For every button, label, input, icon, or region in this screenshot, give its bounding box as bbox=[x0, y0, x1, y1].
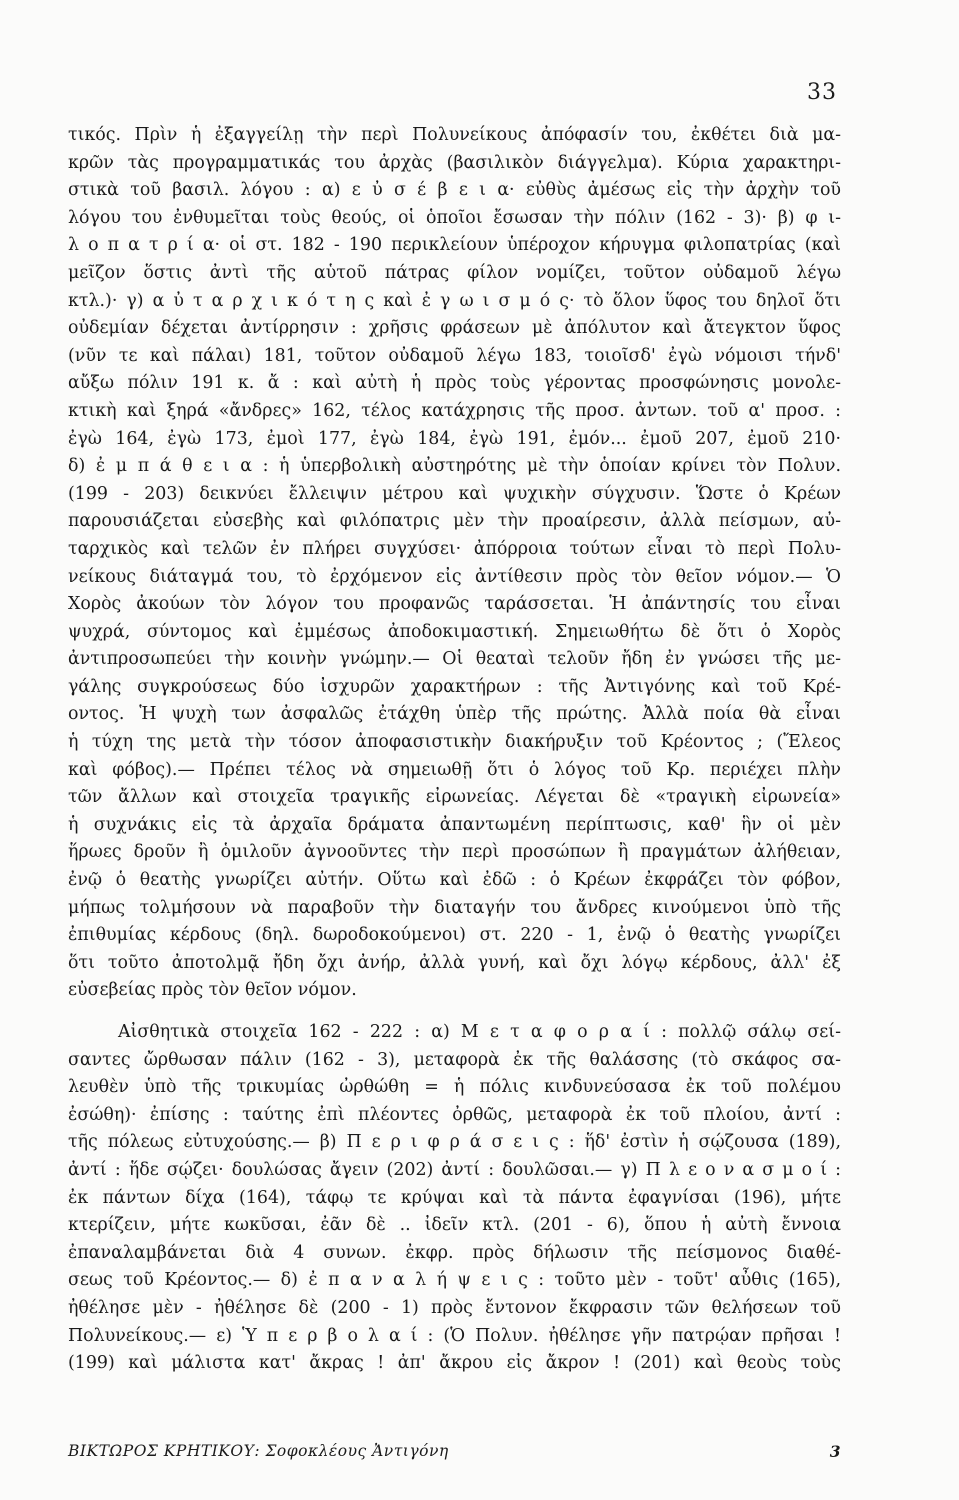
body-text bbox=[68, 122, 841, 1378]
text-line: ἐσώθη)· ἐπίσης : ταύτης ἐπὶ πλέοντες ὀρθῶς, μεταφορὰ ἐκ τοῦ πλοίου, ἀντί : bbox=[68, 1104, 841, 1125]
text-line: νείκους διάταγμά του, τὸ ἐρχόμενον εἰς ἀντίθεσιν πρὸς τὸν θεῖον νόμον.— Ὁ bbox=[68, 566, 841, 587]
text-line: ἐπιθυμίας κέρδους (δηλ. δωροδοκούμενοι) στ. 220 - 1, ἐνῷ ὁ θεατὴς γνωρίζει bbox=[68, 925, 841, 946]
text-line-paragraph-end: εὐσεβείας πρὸς τὸν θεῖον νόμον. bbox=[68, 980, 357, 1001]
text-line: ἐνῷ ὁ θεατὴς γνωρίζει αὐτήν. Οὕτω καὶ ἐδῶ : ὁ Κρέων ἐκφράζει τὸν φόβον, bbox=[68, 870, 841, 891]
text-line: ὅτι τοῦτο ἀποτολμᾷ ἤδη ὄχι ἀνήρ, ἀλλὰ γυνή, καὶ ὄχι λόγῳ κέρδους, ἀλλ' ἐξ bbox=[68, 952, 841, 973]
text-line: λ ο π α τ ρ ί α· οἱ στ. 182 - 190 περικλείουν ὑπέροχον κήρυγμα φιλοπατρίας (καὶ bbox=[68, 235, 841, 256]
text-line: καὶ φόβος).— Πρέπει τέλος νὰ σημειωθῇ ὅτι ὁ λόγος τοῦ Κρ. περιέχει πλὴν bbox=[68, 759, 841, 780]
text-line: αὔξω πόλιν 191 κ. ἄ : καὶ αὐτὴ ἡ πρὸς τοὺς γέροντας προσφώνησις μονολε- bbox=[68, 373, 841, 394]
text-line: σεως τοῦ Κρέοντος.— δ) ἐ π α ν α λ ή ψ ε ι ς : τοῦτο μὲν - τοῦτ' αὖθις (165), bbox=[68, 1270, 841, 1291]
text-line: τῶν ἄλλων καὶ στοιχεῖα τραγικῆς εἰρωνείας. Λέγεται δὲ «τραγικὴ εἰρωνεία» bbox=[68, 787, 841, 808]
text-line: κρῶν τὰς προγραμματικάς του ἀρχὰς (βασιλικὸν διάγγελμα). Κύρια χαρακτηρι- bbox=[68, 152, 841, 173]
text-line: ψυχρά, σύντομος καὶ ἐμμέσως ἀποδοκιμαστική. Σημειωθήτω δὲ ὅτι ὁ Χορὸς bbox=[68, 621, 841, 642]
text-line: ἐγὼ 164, ἐγὼ 173, ἐμοὶ 177, ἐγὼ 184, ἐγὼ 191, ἐμόν... ἐμοῦ 207, ἐμοῦ 210· bbox=[68, 428, 841, 449]
text-line: ἐκ πάντων δίχα (164), τάφῳ τε κρύψαι καὶ τὰ πάντα ἐφαγνίσαι (196), μήτε bbox=[68, 1187, 841, 1208]
text-line: στικὰ τοῦ βασιλ. λόγου : α) ε ὐ σ έ β ε ι α· εὐθὺς ἀμέσως εἰς τὴν ἀρχὴν τοῦ bbox=[68, 180, 841, 201]
page-footer bbox=[68, 1442, 841, 1461]
text-line: δ) ἐ μ π ά θ ε ι α : ἡ ὑπερβολικὴ αὐστηρότης μὲ τὴν ὁποίαν κρίνει τὸν Πολυν. bbox=[68, 456, 841, 477]
text-line: ἠθέλησε μὲν - ἠθέλησε δὲ (200 - 1) πρὸς ἔντονον ἔκφρασιν τῶν θελήσεων τοῦ bbox=[68, 1297, 841, 1318]
text-line: κτερίζειν, μήτε κωκῦσαι, ἐᾶν δὲ .. ἰδεῖν κτλ. (201 - 6), ὅπου ἡ αὐτὴ ἔννοια bbox=[68, 1215, 841, 1236]
text-line: οὐδεμίαν δέχεται ἀντίρρησιν : χρῆσις φράσεων μὲ ἀπόλυτον καὶ ἄτεγκτον ὕφος bbox=[68, 318, 841, 339]
footer-running-title: ΒΙΚΤΩΡΟΣ ΚΡΗΤΙΚΟΥ: Σοφοκλέους Ἀντιγόνη bbox=[68, 1442, 449, 1460]
text-line: παρουσιάζεται εὐσεβὴς καὶ φιλόπατρις μὲν τὴν προαίρεσιν, ἀλλὰ πείσμων, αὐ- bbox=[68, 511, 841, 532]
text-line: ἀντιπροσωπεύει τὴν κοινὴν γνώμην.— Οἱ θεαταὶ τελοῦν ἤδη ἐν γνώσει τῆς με- bbox=[68, 649, 841, 670]
text-line: ἡ τύχη της μετὰ τὴν τόσον ἀποφασιστικὴν διακήρυξιν τοῦ Κρέοντος ; (Ἔλεος bbox=[68, 732, 841, 753]
text-line: γάλης συγκρούσεως δύο ἰσχυρῶν χαρακτήρων : τῆς Ἀντιγόνης καὶ τοῦ Κρέ- bbox=[68, 676, 841, 697]
text-line: ταρχικὸς καὶ τελῶν ἐν πλήρει συγχύσει· ἀπόρροια τούτων εἶναι τὸ περὶ Πολυ- bbox=[68, 538, 841, 559]
footer-title: Σοφοκλέους Ἀντιγόνη bbox=[265, 1442, 449, 1460]
page-number: 33 bbox=[807, 80, 837, 105]
text-line: μεῖζον ὅστις ἀντὶ τῆς αὑτοῦ πάτρας φίλον νομίζει, τοῦτον οὐδαμοῦ λέγω bbox=[68, 262, 841, 283]
text-line: τικός. Πρὶν ἡ ἐξαγγείλῃ τὴν περὶ Πολυνείκους ἀπόφασίν του, ἐκθέτει διὰ μα- bbox=[68, 125, 841, 145]
text-line: μήπως τολμήσουν νὰ παραβοῦν τὴν διαταγήν του ἄνδρες κινούμενοι ὑπὸ τῆς bbox=[68, 897, 841, 918]
text-line: λευθὲν ὑπὸ τῆς τρικυμίας ὠρθώθη = ἡ πόλις κινδυνεύσασα ἐκ τοῦ πολέμου bbox=[68, 1077, 841, 1098]
text-line: ἡ συχνάκις εἰς τὰ ἀρχαῖα δράματα ἀπαντωμένη περίπτωσις, καθ' ἣν οἱ μὲν bbox=[68, 814, 841, 835]
text-line: ἥρωες δροῦν ἢ ὁμιλοῦν ἀγνοοῦντες τὴν περὶ προσώπων ἢ πραγμάτων ἀλήθειαν, bbox=[68, 842, 841, 863]
text-line: (νῦν τε καὶ πάλαι) 181, τοῦτον οὐδαμοῦ λέγω 183, τοιοῖσδ' ἐγὼ νόμοισι τήνδ' bbox=[68, 345, 841, 366]
footer-signature: 3 bbox=[829, 1442, 841, 1461]
section-heading-line: Αἰσθητικὰ στοιχεῖα 162 - 222 : α) Μ ε τ α φ ο ρ α ί : πολλῷ σάλῳ σεί- bbox=[118, 1022, 841, 1042]
text-line: κτλ.)· γ) α ὐ τ α ρ χ ι κ ό τ η ς καὶ ἐ γ ω ι σ μ ό ς· τὸ ὅλον ὕφος του δηλοῖ ὅτι bbox=[68, 290, 841, 311]
text-line: λόγου του ἐνθυμεῖται τοὺς θεούς, οἱ ὁποῖοι ἔσωσαν τὴν πόλιν (162 - 3)· β) φ ι- bbox=[68, 207, 841, 228]
text-line: (199 - 203) δεικνύει ἔλλειψιν μέτρου καὶ ψυχικὴν σύγχυσιν. Ὥστε ὁ Κρέων bbox=[68, 483, 841, 504]
text-line: κτικὴ καὶ ξηρά «ἄνδρες» 162, τέλος κατάχρησις τῆς προσ. ἀντων. τοῦ α' προσ. : bbox=[68, 400, 841, 421]
footer-author: ΒΙΚΤΩΡΟΣ ΚΡΗΤΙΚΟΥ bbox=[68, 1442, 255, 1460]
text-line: Πολυνείκους.— ε) Ὑ π ε ρ β ο λ α ί : (Ὁ Πολυν. ἠθέλησε γῆν πατρῴαν πρῆσαι ! bbox=[68, 1325, 841, 1346]
text-line: σαντες ὤρθωσαν πάλιν (162 - 3), μεταφορὰ ἐκ τῆς θαλάσσης (τὸ σκάφος σα- bbox=[68, 1049, 841, 1070]
text-line: ἐπαναλαμβάνεται διὰ 4 συνων. ἐκφρ. πρὸς δήλωσιν τῆς πείσμονος διαθέ- bbox=[68, 1242, 841, 1263]
text-line: τῆς πόλεως εὐτυχούσης.— β) Π ε ρ ι φ ρ ά σ ε ι ς : ἥδ' ἐστὶν ἡ σῴζουσα (189), bbox=[68, 1132, 841, 1153]
text-line: Χορὸς ἀκούων τὸν λόγον του προφανῶς ταράσσεται. Ἡ ἀπάντησίς του εἶναι bbox=[68, 594, 841, 615]
text-line: οντος. Ἡ ψυχὴ των ἀσφαλῶς ἐτάχθη ὑπὲρ τῆς πρώτης. Ἀλλὰ ποία θὰ εἶναι bbox=[68, 704, 841, 725]
text-line: (199) καὶ μάλιστα κατ' ἄκρας ! ἀπ' ἄκρου εἰς ἄκρον ! (201) καὶ θεοὺς τοὺς bbox=[68, 1353, 841, 1374]
text-line: ἀντί : ἥδε σῴζει· δουλώσας ἄγειν (202) ἀντί : δουλῶσαι.— γ) Π λ ε ο ν α σ μ ο ί : bbox=[68, 1159, 841, 1180]
